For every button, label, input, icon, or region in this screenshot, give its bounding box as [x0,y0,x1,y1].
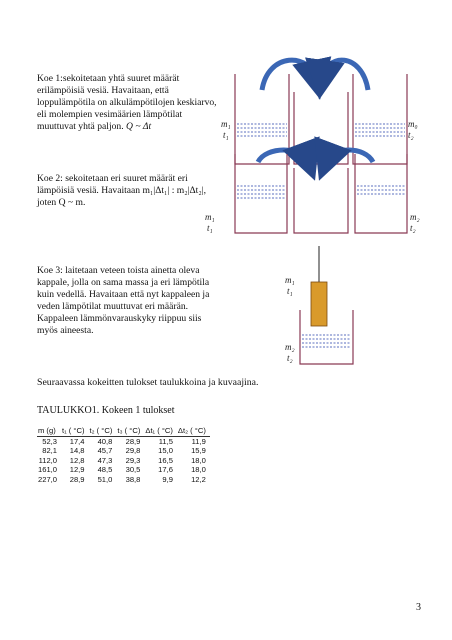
table-cell: 227,0 [38,474,58,484]
table-row [37,475,210,484]
table-cell: 30,5 [125,465,141,475]
table-cell: 18,0 [191,465,206,475]
exp2-label-m-left: m₁ [205,212,215,222]
table-cell: 17,6 [158,465,173,475]
table-row [37,437,210,447]
exp2-line-3: joten Q ~ m. [37,197,86,208]
exp2-label-t-right: t₂ [410,223,416,233]
exp2-line-2: lämpöisiä vesiä. Havaitaan m₁|Δt₁| : m₂|Δt₂|, [37,185,207,196]
table-cell: 48,5 [97,465,113,475]
table-row [37,465,210,474]
table1-header: t₂ ( °C) [89,425,117,437]
exp3-line-1: Koe 3: laitetaan veteen toista ainetta oleva [37,265,200,276]
exp2-beaker-right [355,154,407,233]
table1-header: t₁ ( °C) [61,425,88,437]
table-row [37,446,210,455]
exp2-figure [205,146,424,238]
table-cell: 82,1 [42,446,58,456]
results-intro: Seuraavassa kokeitten tulokset taulukkoina ja kuvaajina. [37,377,259,388]
exp2-label-m-right: m₂ [410,212,420,222]
exp3-label-water-t: t₂ [287,353,293,363]
exp1-line-3: loppulämpötila on alkulämpötilojen keskiarvo, [37,97,217,108]
exp3-line-5: Kappaleen lämmönvarauskyky riippuu siis [37,313,202,324]
exp2-arrow-left [258,150,308,162]
exp1-line-5-text: muuttuvat yhtä paljon. [37,121,124,132]
exp1-line-2: erilämpöisiä vesiä. Havaitaan, että [37,85,169,96]
table-cell: 29,8 [125,446,141,456]
table-cell: 15,0 [158,446,173,456]
table-cell: 18,0 [191,455,206,465]
exp3-line-2: kappale, jolla on sama massa ja eri lämpötila [37,277,210,288]
table-cell: 38,8 [125,474,141,484]
exp3-body [311,282,327,326]
table1-header: m (g) [37,425,61,437]
table-cell: 12,8 [69,455,85,465]
table-cell: 40,8 [97,437,113,446]
table-cell: 51,0 [97,474,113,484]
exp2-label-t-left: t₁ [207,223,213,233]
table1-header: Δt₂ ( °C) [177,425,210,437]
table-cell: 161,0 [38,465,58,475]
exp3-label-water-m: m₂ [285,342,295,352]
table-cell: 11,9 [191,437,206,446]
table-cell: 11,5 [158,437,173,446]
exp3-figure [280,246,390,368]
table-cell: 112,0 [38,455,58,465]
table-cell: 17,4 [69,437,85,446]
table1-header: t₃ ( °C) [116,425,144,437]
table1 [37,425,210,484]
exp3-line-6: myös aineesta. [37,325,94,336]
exp1-label-m-left: m₁ [221,119,231,129]
table-cell: 14,8 [69,446,85,456]
table-cell: 12,9 [69,465,85,475]
exp1-arrow-right [322,60,368,90]
exp1-line-1: Koe 1:sekoitetaan yhtä suuret määrät [37,73,180,84]
exp2-line-1: Koe 2: sekoitetaan eri suuret määrät eri [37,173,188,184]
table1-caption: TAULUKKO1. Kokeen 1 tulokset [37,405,175,416]
table-cell: 45,7 [97,446,113,456]
exp3-label-body-t: t₁ [287,286,293,296]
exp1-label-t-left: t₁ [223,130,229,140]
exp3-line-4: veden lämpötilat muuttuvat eri määrän. [37,301,189,312]
table-cell: 9,9 [162,474,173,484]
table-row [37,456,210,465]
page-number: 3 [416,602,421,613]
table1-header-row [37,425,210,437]
table-cell: 28,9 [125,437,141,446]
table-cell: 15,9 [191,446,206,456]
exp2-beaker-left [235,154,287,233]
table-cell: 12,2 [191,474,206,484]
exp3-line-3: kuin vedellä. Havaitaan että nyt kappaleen ja [37,289,210,300]
table-cell: 47,3 [97,455,113,465]
table-cell: 52,3 [42,437,58,446]
table1-header: Δt₁ ( °C) [144,425,177,437]
table-cell: 16,5 [158,455,173,465]
exp1-formula: Q ~ Δt [126,121,152,132]
exp3-label-body-m: m₁ [285,275,295,285]
exp1-line-4: eli molempien vesimäärien lämpötilat [37,109,183,120]
exp2-beaker-middle [294,168,348,233]
table-cell: 29,3 [125,455,141,465]
exp2-arrow-right [326,150,373,162]
table-cell: 28,9 [69,474,85,484]
exp1-label-m-right: m₀ [408,119,418,129]
exp1-label-t-right: t₂ [408,130,414,140]
exp1-line-5 [37,121,151,133]
